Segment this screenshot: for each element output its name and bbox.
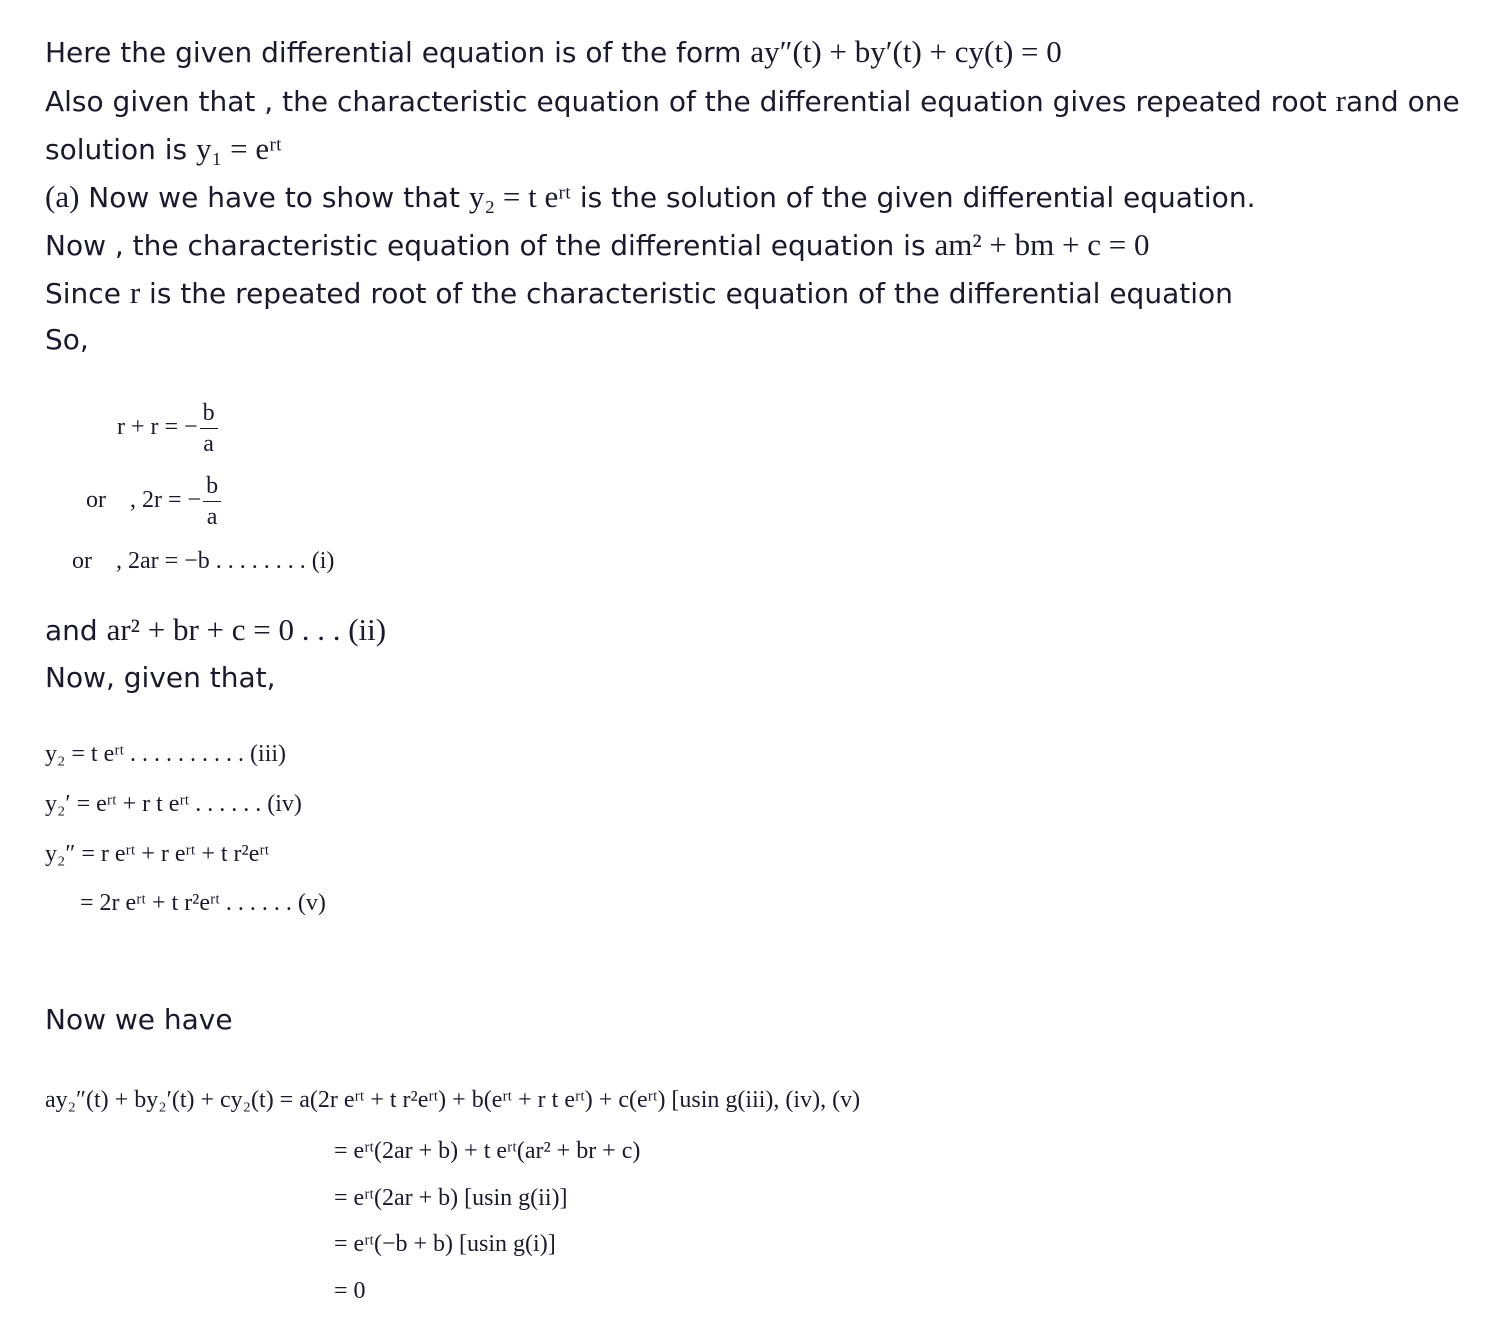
intro-line-4-math: y₂ = t eʳᵗ: [468, 179, 571, 214]
intro-line-5: [45, 226, 1149, 263]
roots-eq-1-lhs: r + r = −: [117, 414, 198, 441]
intro-line-6-math: r: [129, 275, 141, 310]
deriv-y2-prime: y₂′ = eʳᵗ + r t eʳᵗ . . . . . . (iv): [45, 791, 302, 817]
now-we-have-text: Now we have: [45, 1003, 233, 1036]
intro-line-3-text: solution is: [45, 133, 197, 166]
and-line-text: and: [45, 614, 107, 647]
roots-eq-2: [86, 471, 221, 532]
intro-line-5-math: am² + bm + c = 0: [934, 227, 1150, 262]
intro-line-3: [45, 130, 282, 167]
fraction-denominator: a: [203, 431, 214, 457]
intro-line-4-text-a: Now we have to show that: [79, 181, 469, 214]
deriv-y2-double-prime: y₂″ = r eʳᵗ + r eʳᵗ + t r²eʳᵗ: [45, 841, 270, 867]
fraction-numerator: b: [200, 398, 218, 429]
deriv-y2-double-prime-simplified: = 2r eʳᵗ + t r²eʳᵗ . . . . . . (v): [80, 890, 326, 916]
intro-line-1: [45, 33, 1062, 70]
intro-line-4: [45, 178, 1255, 215]
intro-line-6: [45, 274, 1233, 311]
intro-line-6-text-b: is the repeated root of the characteristic equation of the differential equation: [140, 277, 1233, 310]
roots-eq-1: [117, 398, 218, 459]
and-line-math: ar² + br + c = 0 . . . (ii): [106, 612, 387, 647]
intro-line-2: [45, 82, 1460, 119]
intro-line-1-text: Here the given differential equation is of the form: [45, 36, 751, 69]
intro-line-6-text-a: Since: [45, 277, 130, 310]
final-eq-line-3: = eʳᵗ(2ar + b) [usin g(ii)]: [334, 1185, 568, 1211]
given-line: [45, 661, 276, 695]
part-a-label: (a): [45, 179, 80, 214]
intro-line-2-math: r: [1335, 83, 1346, 118]
or-label: or: [72, 548, 92, 574]
fraction-b-over-a: [203, 471, 221, 532]
and-line: [45, 611, 386, 648]
fraction-numerator: b: [203, 471, 221, 502]
fraction-b-over-a: [200, 398, 218, 459]
intro-line-2-text-b: and one: [1345, 85, 1460, 118]
intro-line-2-text-a: Also given that , the characteristic equation of the differential equation gives repeated root: [45, 85, 1336, 118]
intro-line-4-text-b: is the solution of the given differential equation.: [570, 181, 1256, 214]
final-lhs: ay₂″(t) + by₂′(t) + cy₂(t) =: [45, 1087, 300, 1113]
final-eq-line-1: [45, 1086, 860, 1115]
final-eq-line-5: = 0: [334, 1278, 366, 1304]
roots-eq-3-eq: , 2ar = −b . . . . . . . . (i): [116, 548, 335, 574]
roots-eq-3: [72, 547, 334, 576]
intro-line-1-math: ay″(t) + by′(t) + cy(t) = 0: [750, 34, 1062, 69]
final-rhs-1: a(2r eʳᵗ + t r²eʳᵗ) + b(eʳᵗ + r t eʳᵗ) + c(eʳᵗ) [usin g(iii), (iv), (v): [299, 1087, 861, 1113]
so-label: So,: [45, 323, 89, 356]
given-line-text: Now, given that,: [45, 661, 276, 694]
final-eq-line-4: = eʳᵗ(−b + b) [usin g(i)]: [334, 1231, 556, 1257]
intro-line-5-text: Now , the characteristic equation of the differential equation is: [45, 229, 935, 262]
or-label: or: [86, 487, 106, 514]
final-eq-line-2: = eʳᵗ(2ar + b) + t eʳᵗ(ar² + br + c): [334, 1138, 641, 1164]
intro-line-3-math: y₁ = eʳᵗ: [196, 131, 282, 166]
fraction-denominator: a: [206, 504, 218, 530]
roots-eq-2-lhs: , 2r = −: [130, 487, 202, 514]
intro-line-7: [45, 323, 89, 357]
now-we-have: [45, 1003, 233, 1037]
deriv-y2: y₂ = t eʳᵗ . . . . . . . . . . (iii): [45, 741, 287, 767]
